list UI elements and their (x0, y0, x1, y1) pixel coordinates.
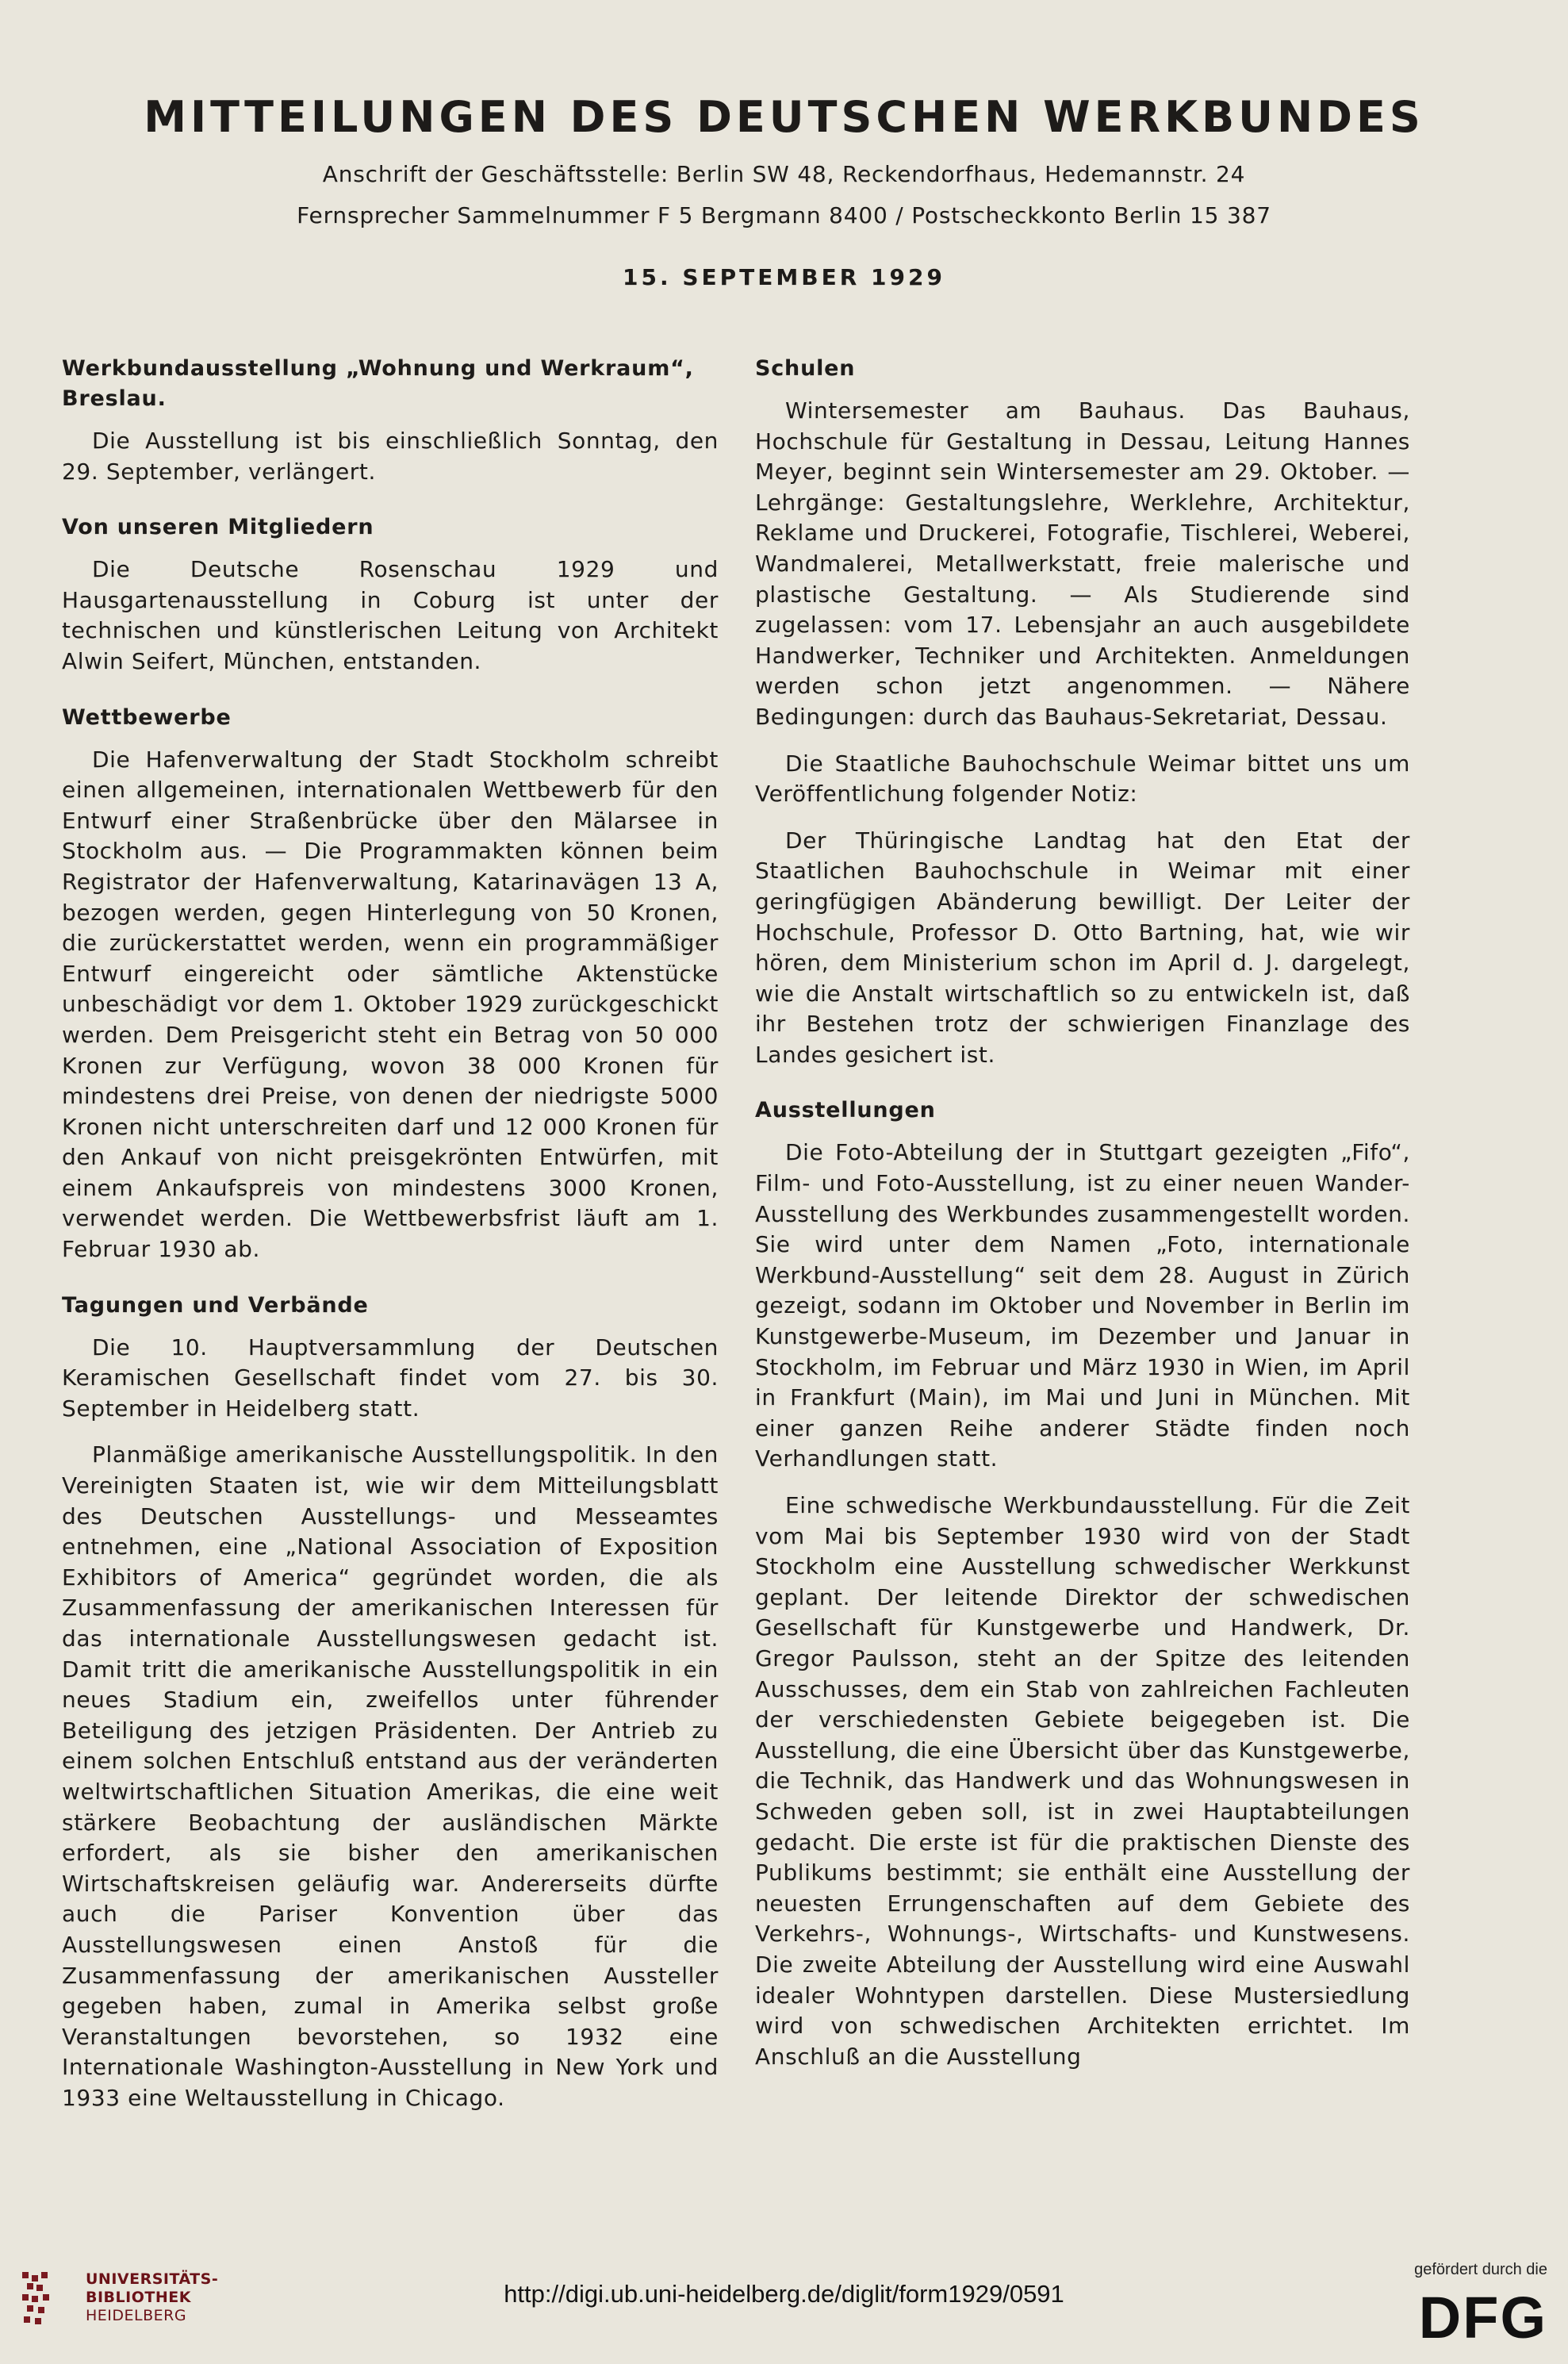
logo-line: UNIVERSITÄTS- (86, 2270, 219, 2288)
section-heading: Wettbewerbe (62, 704, 232, 730)
section-heading: Werkbundausstellung „Wohnung und Werkraum“, Breslau. (62, 356, 694, 411)
paragraph: Die Hafenverwaltung der Stadt Stockholm schreibt einen allgemeinen, internationalen Wettbewerb für den Entwurf einer Straßenbrücke über den Mälarsee in Stockholm aus. — Die Programmakten können beim Registrator der Hafenverwaltung, Katarinavägen 13 A, bezogen werden, gegen Hinterlegung von 50 Kronen, die zurückerstattet werden, wenn ein programmäßiger Entwurf eingereicht oder sämtliche Aktenstücke unbeschädigt vor dem 1. Oktober 1929 zurückgeschickt werden. Dem Preisgericht steht ein Betrag von 50 000 Kronen zur Verfügung, wovon 38 000 Kronen für mindestens drei Preise, von denen der niedrigste 5000 Kronen nicht unterschreiten darf und 12 000 Kronen für den Ankauf von nicht preisgekrönten Entwürfen, mit einem Ankaufspreis von mindestens 3000 Kronen, verwendet werden. Die Wettbewerbsfrist läuft am 1. Februar 1930 ab. (62, 746, 719, 1263)
logo-line: BIBLIOTHEK (86, 2289, 191, 2306)
dfg-logo: DFG (1418, 2285, 1547, 2351)
footer-bar (0, 2251, 1568, 2364)
logo-line: HEIDELBERG (86, 2307, 187, 2324)
paragraph: Wintersemester am Bauhaus. Das Bauhaus, Hochschule für Gestaltung in Dessau, Leitung Hannes Meyer, beginnt sein Wintersemester am 29. Oktober. — Lehrgänge: Gestaltungslehre, Werklehre, Architektur, Reklame und Druckerei, Fotografie, Tischlerei, Weberei, Wandmalerei, Metallwerkstatt, freie malerische und plastische Gestaltung. — Als Studierende sind zugelassen: vom 17. Lebensjahr an auch ausgebildete Handwerker, Techniker und Architekten. Anmeldungen werden schon jetzt angenommen. — Nähere Bedingungen: durch das Bauhaus-Sekretariat, Dessau. (755, 397, 1410, 730)
page-title: MITTEILUNGEN DES DEUTSCHEN WERKBUNDES (144, 92, 1424, 142)
paragraph: Planmäßige amerikanische Ausstellungspolitik. In den Vereinigten Staaten ist, wie wir dem Mitteilungsblatt des Deutschen Ausstellungs- und Messeamtes entnehmen, eine „National Association of Exposition Exhibitors of America“ gegründet worden, die als Zusammenfassung der amerikanischen Interessen für das internationale Ausstellungswesen gedacht ist. Damit tritt die amerikanische Ausstellungspolitik in ein neues Stadium ein, zweifellos unter führender Beteiligung des jetzigen Präsidenten. Der Antrieb zu einem solchen Entschluß entstand aus der veränderten weltwirtschaftlichen Situation Amerikas, die eine weit stärkere Beobachtung der ausländischen Märkte erfordert, als sie bisher den amerikanischen Wirtschaftskreisen geläufig war. Andererseits dürfte auch die Pariser Konvention über das Ausstellungswesen einen Anstoß für die Zusammenfassung der amerikanischen Aussteller gegeben haben, zumal in Amerika selbst große Veranstaltungen bevorstehen, so 1932 eine Internationale Washington-Ausstellung in New York und 1933 eine Weltausstellung in Chicago. (62, 1441, 719, 2111)
paragraph: Die Foto-Abteilung der in Stuttgart gezeigten „Fifo“, Film- und Foto-Ausstellung, ist zu einer neuen Wander-Ausstellung des Werkbundes zusammengestellt worden. Sie wird unter dem Namen „Foto, internationale Werkbund-Ausstellung“ seit dem 28. August in Zürich gezeigt, sodann im Oktober und November in Berlin im Kunstgewerbe-Museum, im Dezember und Januar in Stockholm, im Februar und März 1930 in Wien, im April in Frankfurt (Main), im Mai und Juni in München. Mit einer ganzen Reihe anderer Städte finden noch Verhandlungen statt. (755, 1139, 1410, 1472)
section-heading: Tagungen und Verbände (62, 1292, 369, 1318)
section-heading: Ausstellungen (755, 1098, 936, 1123)
issue-date: 15. SEPTEMBER 1929 (623, 264, 945, 290)
section-heading: Von unseren Mitgliedern (62, 515, 374, 540)
paragraph: Der Thüringische Landtag hat den Etat der Staatlichen Bauhochschule in Weimar mit einer geringfügigen Abänderung bewilligt. Der Leiter der Hochschule, Professor D. Otto Bartning, hat, wie wir hören, dem Ministerium schon im April d. J. dargelegt, wie die Anstalt wirtschaftlich so zu entwickeln ist, daß ihr Bestehen trotz der schwierigen Finanzlage des Landes gesichert ist. (755, 827, 1410, 1068)
right-column (755, 354, 1410, 2088)
paragraph: Die Ausstellung ist bis einschließlich Sonntag, den 29. September, verlängert. (62, 428, 719, 485)
source-url-link[interactable]: http://digi.ub.uni-heidelberg.de/diglit/form1929/0591 (504, 2280, 1064, 2308)
phone-line: Fernsprecher Sammelnummer F 5 Bergmann 8400 / Postscheckkonto Berlin 15 387 (297, 202, 1271, 228)
paragraph: Die Staatliche Bauhochschule Weimar bittet uns um Veröffentlichung folgender Notiz: (755, 750, 1410, 808)
paragraph: Die Deutsche Rosenschau 1929 und Hausgartenausstellung in Coburg ist unter der technischen und künstlerischen Leitung von Architekt Alwin Seifert, München, entstanden. (62, 556, 719, 674)
left-column (62, 354, 719, 2130)
paragraph: Eine schwedische Werkbundausstellung. Für die Zeit vom Mai bis September 1930 wird von der Stadt Stockholm eine Ausstellung schwedischer Werkkunst geplant. Der leitende Direktor der schwedischen Gesellschaft für Kunstgewerbe und Handwerk, Dr. Gregor Paulsson, steht an der Spitze des leitenden Ausschusses, dem ein Stab von zahlreichen Fachleuten der verschiedensten Gebiete beigegeben ist. Die Ausstellung, die eine Übersicht über das Kunstgewerbe, die Technik, das Handwerk und das Wohnungswesen in Schweden geben soll, ist in zwei Hauptabteilungen gedacht. Die erste ist für die praktischen Dienste des Publikums bestimmt; sie enthält eine Ausstellung der neuesten Errungenschaften auf dem Gebiete des Verkehrs-, Wohnungs-, Wirtschafts- und Kunstwesens. Die zweite Abteilung der Ausstellung wird eine Auswahl idealer Wohntypen darstellen. Diese Mustersiedlung wird von schwedischen Architekten errichtet. Im Anschluß an die Ausstellung (755, 1492, 1410, 2070)
section-heading: Schulen (755, 356, 856, 381)
funding-label: gefördert durch die (1414, 2261, 1547, 2278)
paragraph: Die 10. Hauptversammlung der Deutschen Keramischen Gesellschaft findet vom 27. bis 30. September in Heidelberg statt. (62, 1334, 719, 1422)
address-line: Anschrift der Geschäftsstelle: Berlin SW 48, Reckendorfhaus, Hedemannstr. 24 (322, 161, 1246, 187)
